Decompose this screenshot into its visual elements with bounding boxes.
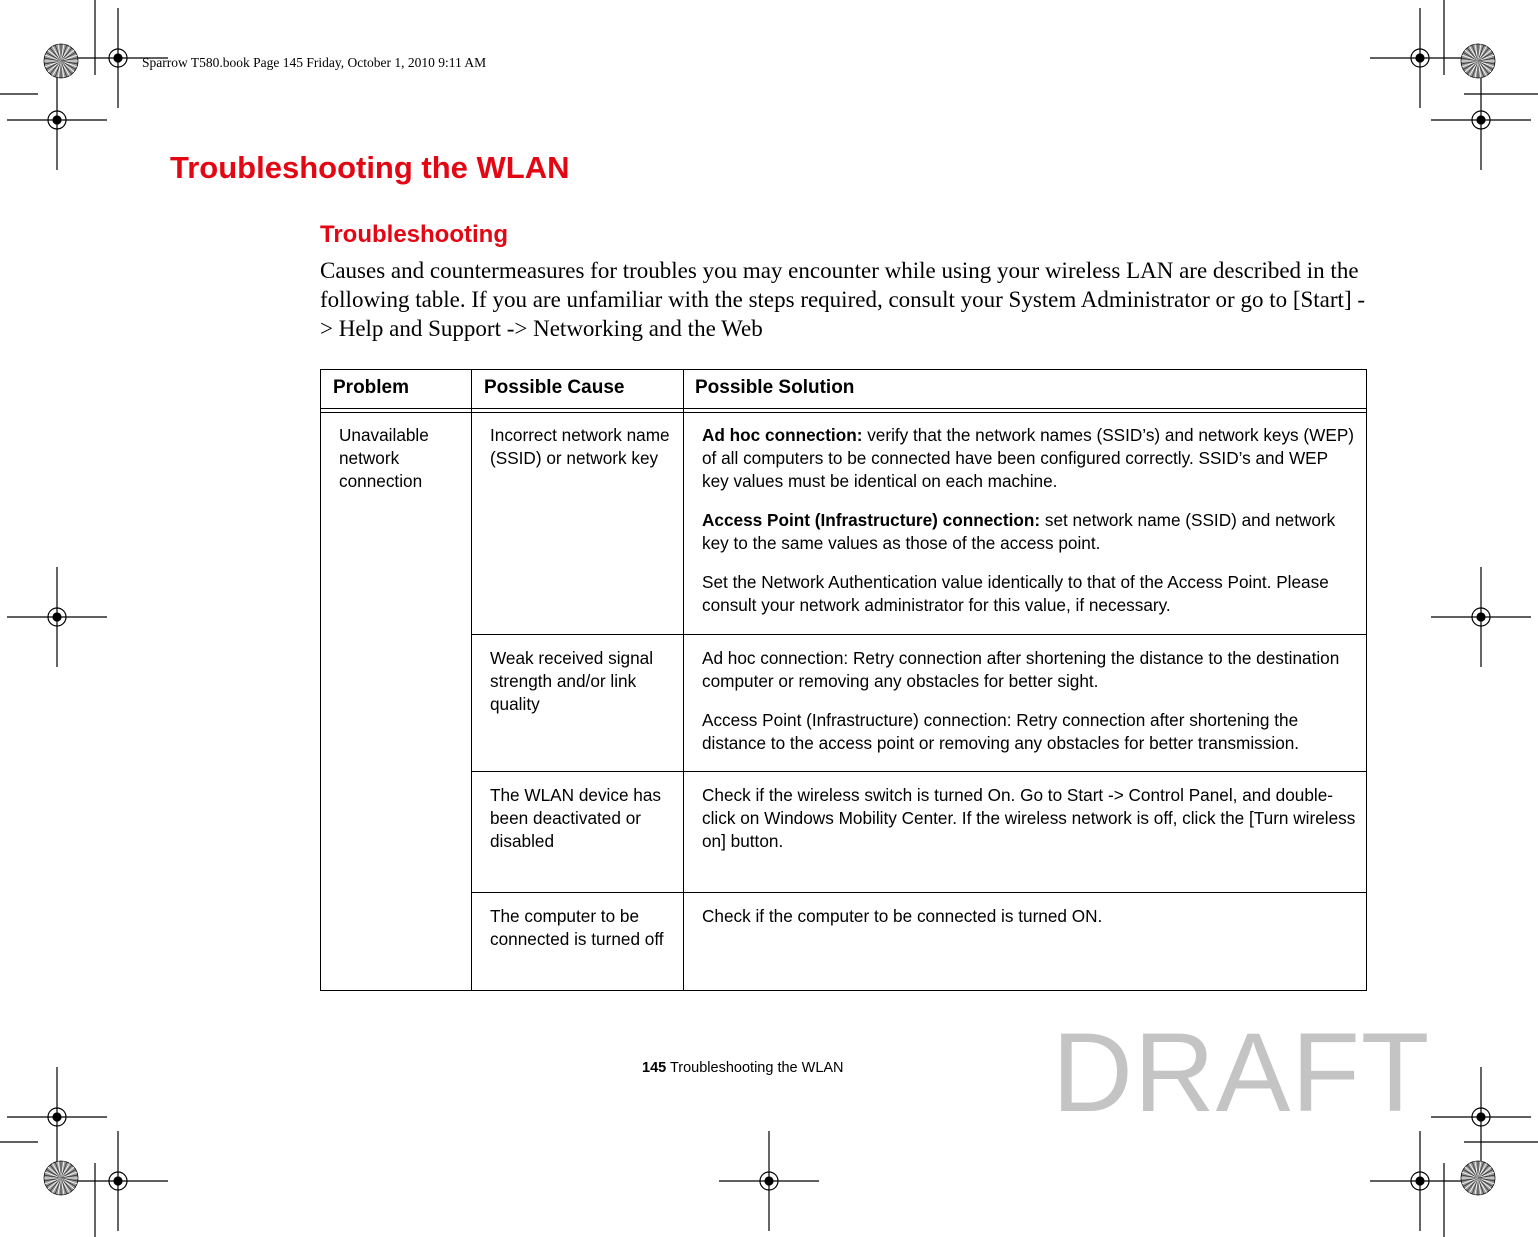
registration-mark-icon [7, 70, 107, 170]
page-title: Troubleshooting the WLAN [170, 150, 570, 185]
table-col-divider [471, 369, 472, 991]
registration-mark-icon [1370, 8, 1470, 108]
table-header-rule [320, 408, 1367, 409]
cause-cell: The computer to be connected is turned off [490, 906, 664, 949]
solution-label: Access Point (Infrastructure) connection: [702, 510, 1041, 530]
cause-cell: Incorrect network name (SSID) or network key [490, 425, 670, 468]
solution-text: Check if the computer to be connected is turned ON. [702, 906, 1103, 926]
table-border-top [320, 369, 1367, 370]
solution-text: Set the Network Authentication value identically to that of the Access Point. Please consult your network administrator for this value, if necessary. [702, 572, 1329, 615]
table-row-divider [471, 634, 1367, 635]
registration-mark-icon [7, 567, 107, 667]
page-number: 145 [642, 1060, 667, 1076]
column-header-cause: Possible Cause [484, 377, 625, 398]
intro-paragraph: Causes and countermeasures for troubles you may encounter while using your wireless LAN are described in the following table. If you are unfamiliar with the steps required, consult your System Administrator or go to [Start] -> Help and Support -> Networking and the Web [320, 258, 1366, 341]
solution-text: verify that the network names (SSID’s) and network keys (WEP) of all computers to be connected have been configured correctly. SSID’s and WEP key values must be identical on each machine. [702, 425, 1355, 491]
solution-cell [702, 905, 1357, 944]
solution-paragraph [702, 905, 1357, 928]
solution-text: Access Point (Infrastructure) connection: Retry connection after shortening the distance to the access point or removing any obstacles for better transmission. [702, 710, 1300, 753]
section-heading: Troubleshooting [320, 221, 508, 248]
starburst-mark-icon [44, 44, 78, 78]
solution-paragraph [702, 709, 1357, 755]
document-header-info: Sparrow T580.book Page 145 Friday, October 1, 2010 9:11 AM [142, 55, 487, 70]
registration-mark-icon [1431, 70, 1531, 170]
table-border-left [320, 369, 321, 991]
solution-cell [702, 424, 1357, 633]
starburst-mark-icon [1461, 44, 1495, 78]
column-header-problem: Problem [333, 377, 410, 398]
footer-section: Troubleshooting the WLAN [666, 1060, 844, 1076]
registration-mark-icon [68, 1131, 168, 1231]
registration-mark-icon [1370, 1131, 1470, 1231]
cause-cell: Weak received signal strength and/or link quality [490, 648, 654, 714]
solution-text: Ad hoc connection: Retry connection after shortening the distance to the destination computer or removing any obstacles for better sight. [702, 648, 1340, 691]
solution-paragraph [702, 509, 1357, 555]
table-header-rule [320, 412, 1367, 413]
column-header-solution: Possible Solution [695, 377, 855, 398]
solution-cell [702, 647, 1357, 771]
solution-paragraph [702, 647, 1357, 693]
solution-label: Ad hoc connection: [702, 425, 863, 445]
registration-mark-icon [1431, 1067, 1531, 1167]
registration-mark-icon [1431, 567, 1531, 667]
registration-mark-icon [7, 1067, 107, 1167]
solution-text: set network name (SSID) and network key to the same values as those of the access point. [702, 510, 1336, 553]
cause-cell: The WLAN device has been deactivated or disabled [490, 785, 661, 851]
solution-paragraph [702, 424, 1357, 493]
solution-paragraph [702, 571, 1357, 617]
solution-cell [702, 784, 1357, 869]
starburst-mark-icon [44, 1161, 78, 1195]
draft-watermark: DRAFT [1052, 1010, 1431, 1135]
troubleshooting-table [320, 369, 1367, 991]
table-col-divider [683, 369, 684, 991]
table-row-divider [471, 892, 1367, 893]
solution-paragraph [702, 784, 1357, 853]
registration-mark-icon [719, 1131, 819, 1231]
page-footer [642, 1060, 844, 1076]
table-border-bottom [320, 990, 1367, 991]
solution-text: Check if the wireless switch is turned On. Go to Start -> Control Panel, and double-click on Windows Mobility Center. If the wireless network is off, click the [Turn wireless on] button. [702, 785, 1356, 851]
starburst-mark-icon [1461, 1161, 1495, 1195]
table-border-right [1366, 369, 1367, 991]
problem-cell: Unavailable network connection [339, 425, 429, 491]
table-row-divider [471, 771, 1367, 772]
